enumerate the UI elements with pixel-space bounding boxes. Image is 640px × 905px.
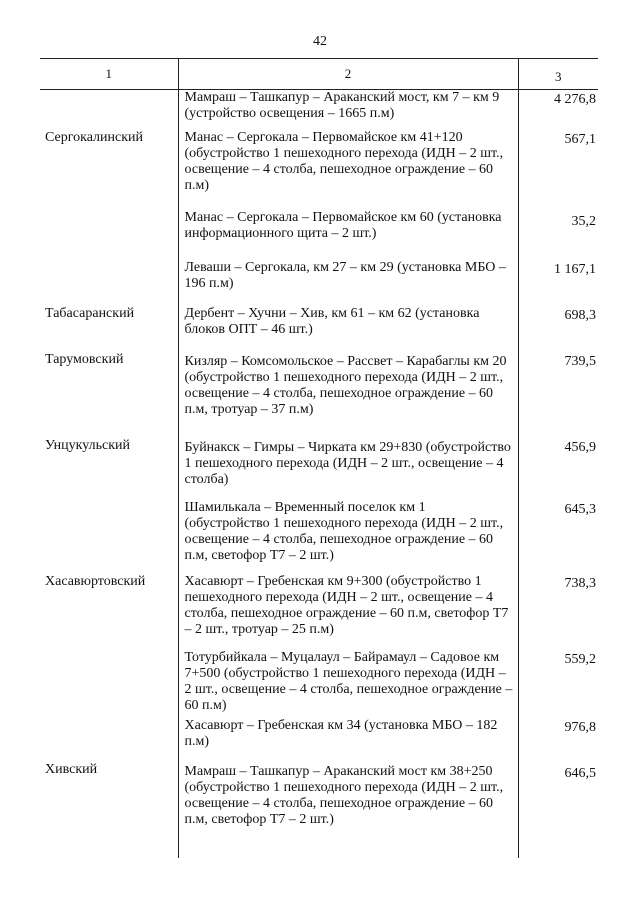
work-description: Хасавюрт – Гребенская км 34 (установка МБО – 182 п.м) [184,717,498,749]
district-cell [40,252,178,298]
funding-table [40,58,598,858]
amount-value: 456,9 [564,439,596,455]
amount-value: 976,8 [564,719,596,735]
description-cell [178,346,518,430]
district-cell [40,124,178,204]
description-cell [178,124,518,204]
amount-cell [518,124,598,204]
work-description: Леваши – Сергокала, км 27 – км 29 (установка МБО – 196 п.м) [184,259,506,291]
district-cell [40,644,178,714]
work-description: Манас – Сергокала – Первомайское км 41+120 (обустройство 1 пешеходного перехода (ИДН – 2 шт., освещение – 4 столба, пешеходное ограждение – 60 п.м) [184,129,504,193]
table-row [40,568,598,644]
description-cell [178,204,518,252]
table-row [40,204,598,252]
table-header-row [40,59,598,90]
description-cell [178,430,518,494]
district-cell [40,346,178,430]
column-header-3: 3 [518,59,598,90]
amount-value: 1 167,1 [554,261,596,277]
table-row [40,346,598,430]
description-cell [178,758,518,858]
amount-value: 646,5 [564,765,596,781]
description-cell [178,90,518,124]
amount-value: 35,2 [571,213,596,229]
table-row [40,298,598,346]
district-name: Тарумовский [45,351,124,367]
column-header-2: 2 [178,59,518,90]
table-row [40,644,598,714]
work-description: Дербент – Хучни – Хив, км 61 – км 62 (установка блоков ОПТ – 46 шт.) [184,305,480,337]
district-cell [40,298,178,346]
description-cell [178,494,518,568]
amount-value: 698,3 [564,307,596,323]
amount-cell [518,204,598,252]
description-cell [178,298,518,346]
description-cell [178,714,518,758]
page-number: 42 [313,34,327,49]
work-description: Буйнакск – Гимры – Чирката км 29+830 (обустройство 1 пешеходного перехода (ИДН – 2 шт., освещение – 4 столба) [184,439,511,487]
amount-value: 567,1 [564,131,596,147]
district-cell [40,90,178,124]
table-row [40,90,598,124]
amount-cell [518,252,598,298]
amount-cell [518,568,598,644]
district-name: Унцукульский [45,437,131,453]
work-description: Хасавюрт – Гребенская км 9+300 (обустройство 1 пешеходного перехода (ИДН – 2 шт., освещение – 4 столба, пешеходное ограждение – 60 п.м, светофор Т7 – 2 шт., тротуар – 25 п.м) [184,573,509,637]
work-description: Кизляр – Комсомольское – Рассвет – Карабаглы км 20 (обустройство 1 пешеходного перехода (ИДН – 2 шт., освещение – 4 столба, пешеходное ограждение – 60 п.м, тротуар – 37 п.м) [184,353,507,417]
table-row [40,124,598,204]
amount-value: 739,5 [564,353,596,369]
district-name: Хасавюртовский [45,573,146,589]
table-row [40,252,598,298]
description-cell [178,568,518,644]
amount-cell [518,298,598,346]
table-row [40,430,598,494]
table-row [40,758,598,858]
work-description: Манас – Сергокала – Первомайское км 60 (установка информационного щита – 2 шт.) [184,209,502,241]
amount-value: 4 276,8 [554,92,596,107]
amount-value: 645,3 [564,501,596,517]
district-name: Сергокалинский [45,129,144,145]
work-description: Мамраш – Ташкапур – Араканский мост км 38+250 (обустройство 1 пешеходного перехода (ИДН – 2 шт., освещение – 4 столба, пешеходное ограждение – 60 п.м, светофор Т7 – 2 шт.) [184,763,504,827]
column-header-1: 1 [40,59,178,90]
amount-value: 559,2 [564,651,596,667]
amount-cell [518,430,598,494]
district-cell [40,494,178,568]
amount-value: 738,3 [564,575,596,591]
work-description: Тотурбийкала – Муцалаул – Байрамаул – Садовое км 7+500 (обустройство 1 пешеходного перехода (ИДН – 2 шт., освещение – 4 столба, пешеходное ограждение – 60 п.м) [184,649,513,713]
amount-cell [518,758,598,858]
amount-cell [518,644,598,714]
district-cell [40,430,178,494]
work-description: Шамилькала – Временный поселок км 1 (обустройство 1 пешеходного перехода (ИДН – 2 шт., освещение – 4 столба, пешеходное ограждение – 60 п.м, светофор Т7 – 2 шт.) [184,499,504,563]
district-cell [40,714,178,758]
amount-cell [518,90,598,124]
district-name: Табасаранский [45,305,135,321]
amount-cell [518,714,598,758]
funding-table-container [40,58,598,858]
description-cell [178,644,518,714]
district-cell [40,204,178,252]
amount-cell [518,346,598,430]
description-cell [178,252,518,298]
work-description: Мамраш – Ташкапур – Араканский мост, км 7 – км 9 (устройство освещения – 1665 п.м) [184,90,500,121]
table-row [40,494,598,568]
table-row [40,714,598,758]
district-name: Хивский [45,761,98,777]
amount-cell [518,494,598,568]
district-cell [40,758,178,858]
district-cell [40,568,178,644]
